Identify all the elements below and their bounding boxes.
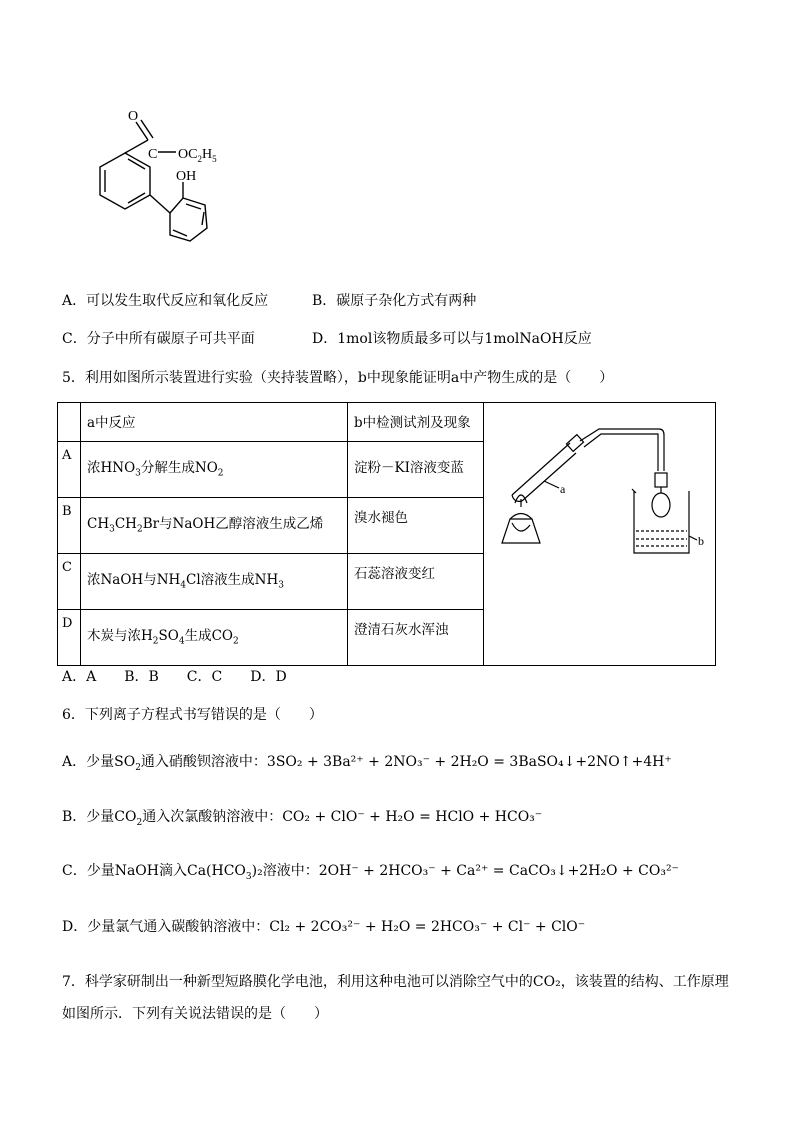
row-label: A bbox=[62, 448, 72, 463]
q7-stem-line1: 7．科学家研制出一种新型短路膜化学电池，利用这种电池可以消除空气中的CO₂，该装置的结构、工作原理 bbox=[62, 974, 729, 990]
q6-stem: 6．下列离子方程式书写错误的是（ ） bbox=[62, 707, 323, 723]
reaction-text: 浓$HNO_3$分解生成$NO_2$ bbox=[87, 460, 224, 479]
q6-option-c: C．少量NaOH滴入$Ca(HCO_3)_2$溶液中：2OH⁻ + 2HCO₃⁻ + Ca²⁺ = CaCO₃↓+2H₂O + CO₃²⁻ bbox=[62, 863, 679, 882]
q5-table bbox=[57, 402, 716, 666]
reaction-text: 浓NaOH与$NH_4Cl$溶液生成$NH_3$ bbox=[87, 572, 284, 591]
carbonyl-carbon: C bbox=[148, 147, 158, 162]
carbonyl-oxygen: O bbox=[128, 109, 139, 124]
q5-answer-choices: A．A B．B C．C D．D bbox=[62, 669, 287, 685]
test-text: 淀粉－KI溶液变蓝 bbox=[354, 460, 464, 476]
q4-option-b: B．碳原子杂化方式有两种 bbox=[312, 293, 477, 309]
q4-option-d: D．1mol该物质最多可以与1molNaOH反应 bbox=[312, 331, 592, 347]
test-text: 溴水褪色 bbox=[354, 510, 408, 526]
reaction-text: $CH_3CH_2Br$与NaOH乙醇溶液生成乙烯 bbox=[87, 516, 324, 535]
q6-option-b: B．少量$CO_2$通入次氯酸钠溶液中：CO₂ + ClO⁻ + H₂O = HClO + HCO₃⁻ bbox=[62, 809, 543, 828]
q4-option-c: C．分子中所有碳原子可共平面 bbox=[62, 331, 255, 347]
q6-option-d: D．少量氯气通入碳酸钠溶液中：Cl₂ + 2CO₃²⁻ + H₂O = 2HCO₃⁻ + Cl⁻ + ClO⁻ bbox=[62, 919, 586, 935]
q5-stem: 5．利用如图所示装置进行实验（夹持装置略），b中现象能证明a中产物生成的是（ ） bbox=[62, 370, 614, 386]
hydroxyl-label: OH bbox=[176, 169, 197, 184]
q7-stem-line2: 如图所示．下列有关说法错误的是（ ） bbox=[62, 1006, 328, 1022]
label-b: b bbox=[698, 534, 704, 548]
row-label: D bbox=[62, 616, 73, 631]
molecule-structure bbox=[70, 100, 270, 270]
test-text: 澄清石灰水浑浊 bbox=[354, 622, 449, 638]
apparatus-cell bbox=[484, 403, 716, 666]
header-test: b中检测试剂及现象 bbox=[354, 415, 471, 431]
reaction-text: 木炭与浓$H_2SO_4$生成$CO_2$ bbox=[87, 628, 239, 647]
row-label: C bbox=[62, 560, 72, 575]
q4-option-a: A．可以发生取代反应和氧化反应 bbox=[62, 293, 269, 309]
header-reaction: a中反应 bbox=[87, 415, 136, 431]
q6-option-a: A．少量$SO_2$通入硝酸钡溶液中：3SO₂ + 3Ba²⁺ + 2NO₃⁻ + 2H₂O = 3BaSO₄↓+2NO↑+4H⁺ bbox=[62, 754, 672, 773]
apparatus-diagram bbox=[484, 403, 715, 663]
ethoxy-label: $OC_2H_5$ bbox=[178, 147, 217, 164]
test-text: 石蕊溶液变红 bbox=[354, 566, 435, 582]
label-a: a bbox=[560, 482, 566, 496]
row-label: B bbox=[62, 504, 72, 519]
